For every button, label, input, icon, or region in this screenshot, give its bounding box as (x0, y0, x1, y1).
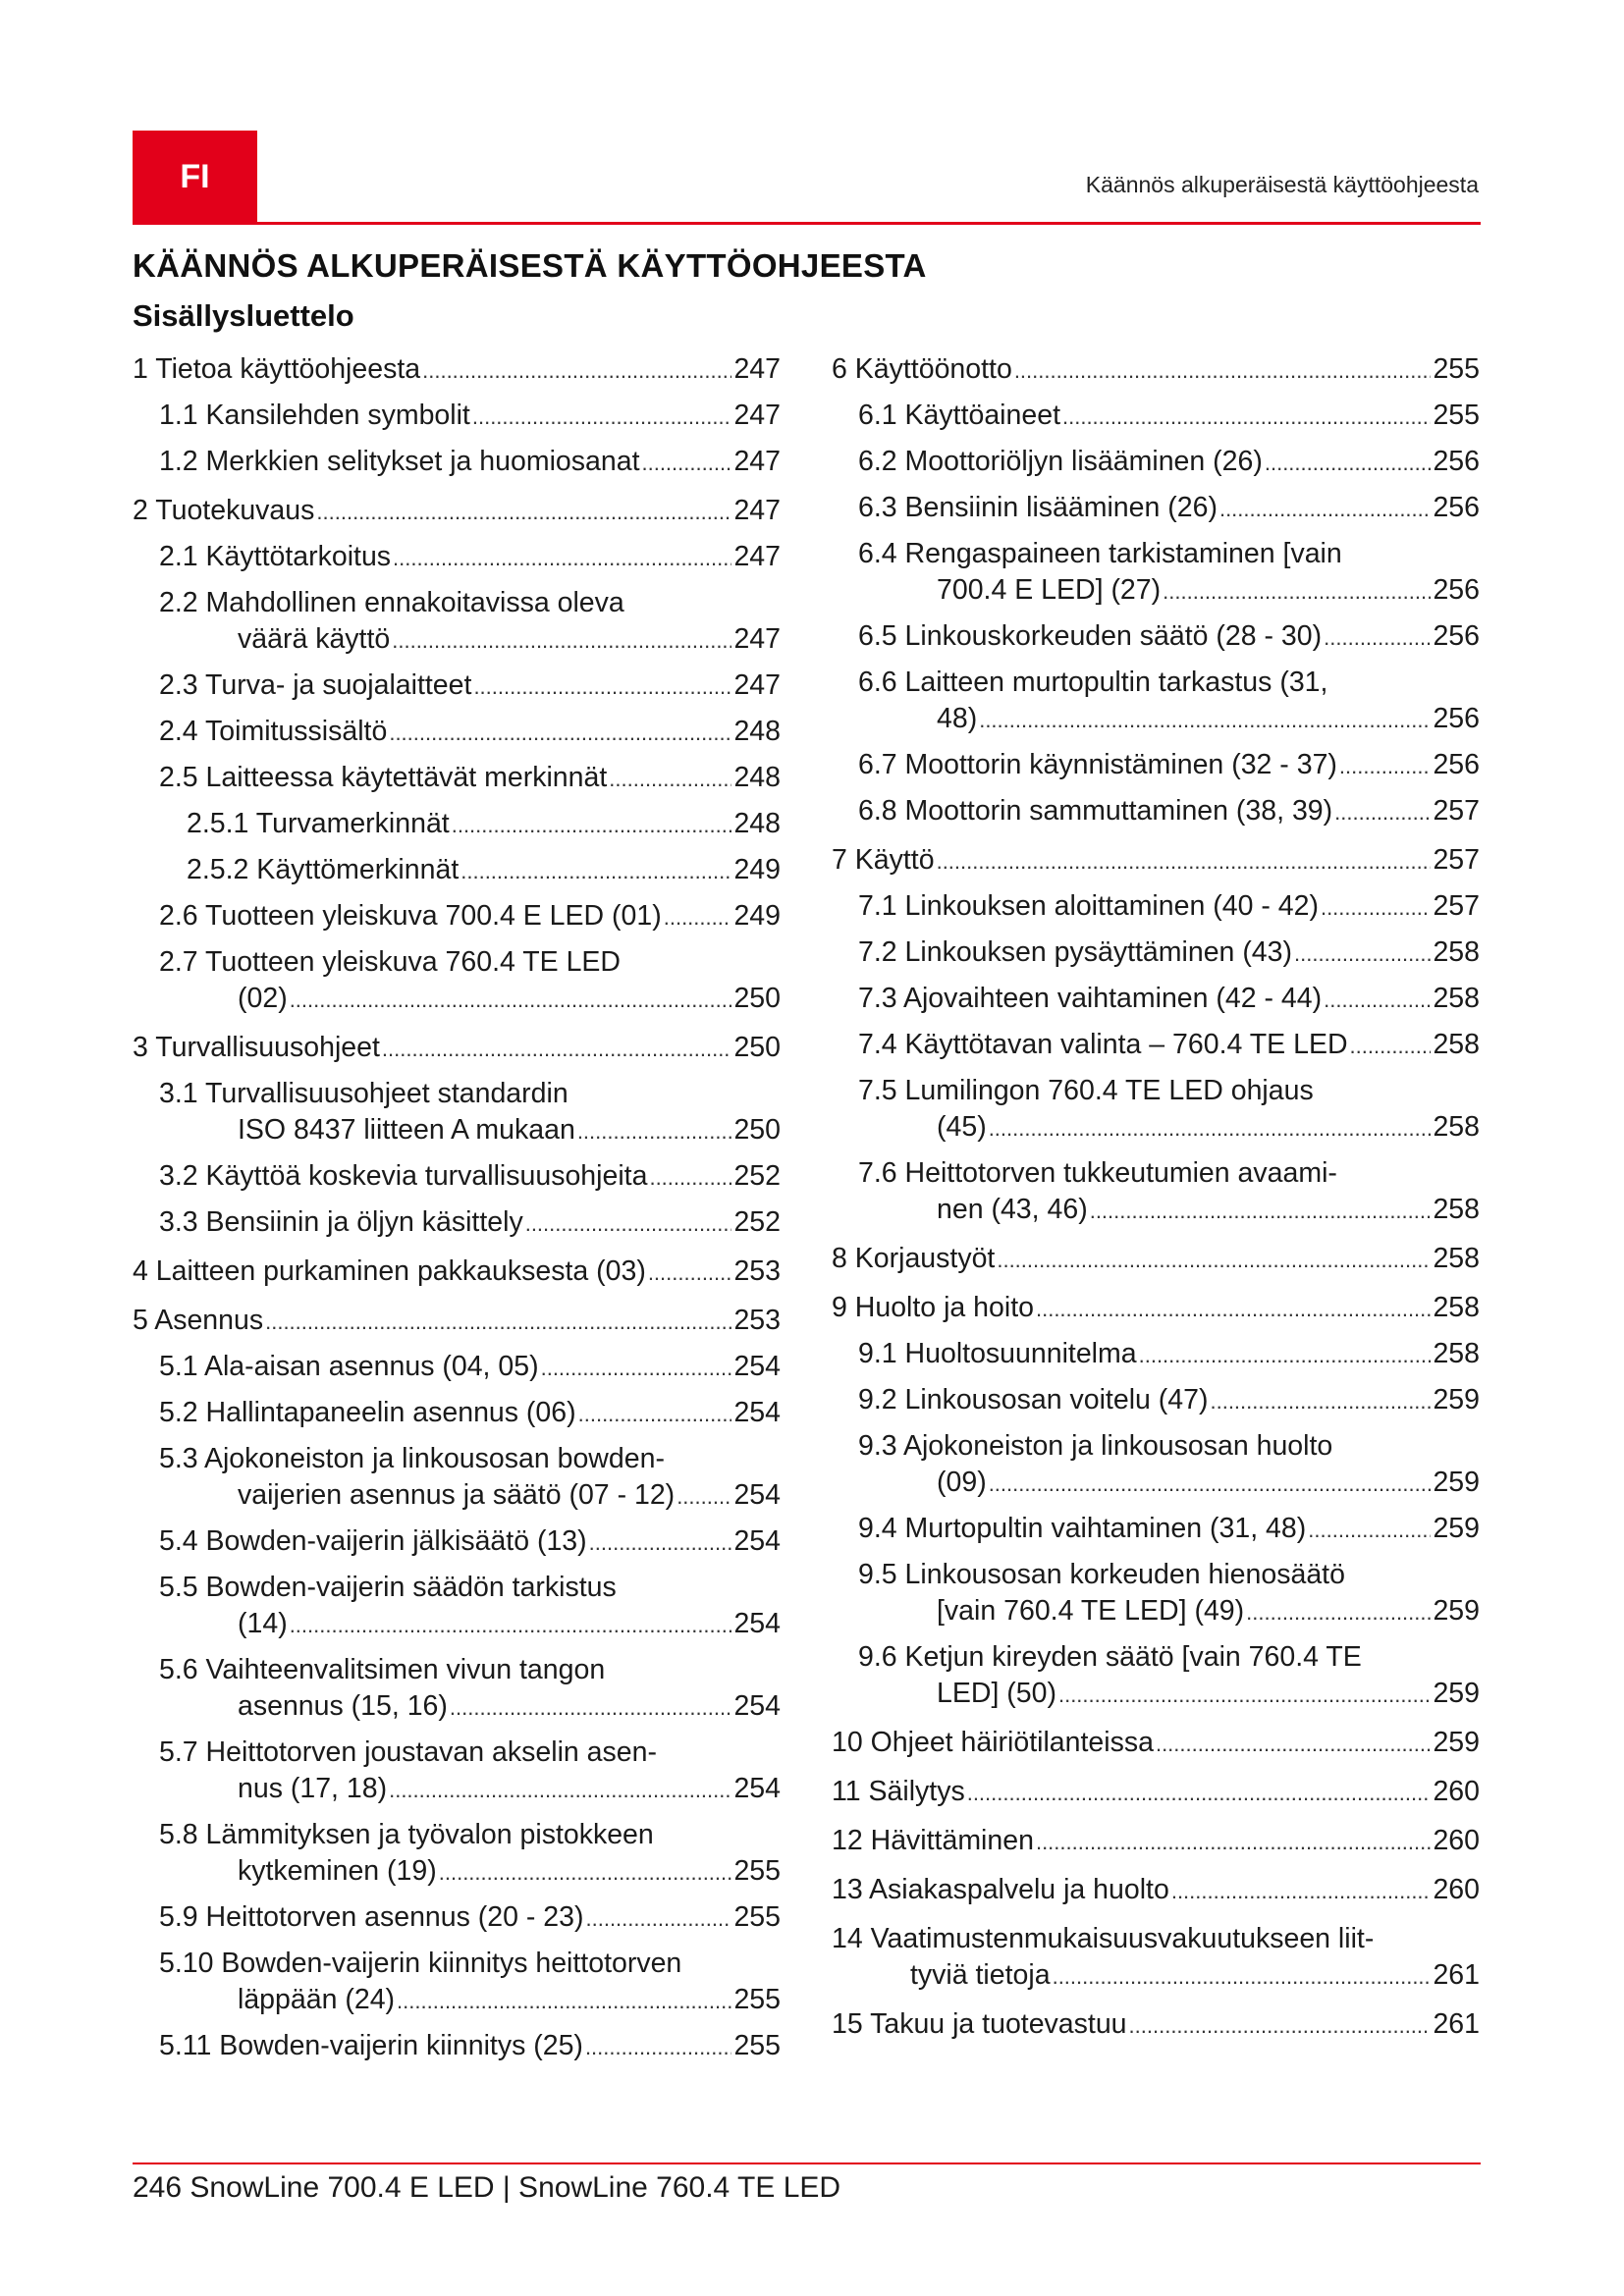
toc-page-number: 257 (1433, 795, 1480, 827)
toc-page-number: 258 (1433, 936, 1480, 968)
toc-page-number: 255 (733, 1901, 781, 1933)
toc-entry[interactable] (133, 944, 781, 1018)
toc-page-number: 247 (733, 541, 781, 572)
toc-entry-title: 48) (937, 703, 978, 734)
toc-leader-dots (1090, 1193, 1432, 1229)
toc-entry[interactable] (133, 1030, 781, 1067)
toc-entry-title: 9.1 Huoltosuunnitelma (858, 1338, 1137, 1369)
toc-page-number: 247 (733, 495, 781, 526)
toc-entry-title: 5.6 Vaihteenvalitsimen vivun tangon (159, 1654, 606, 1685)
toc-entry-title: 6.7 Moottorin käynnistäminen (32 - 37) (858, 749, 1337, 780)
toc-entry-title: 6.6 Laitteen murtopultin tarkastus (31, (858, 667, 1328, 698)
toc-leader-dots (392, 622, 731, 659)
toc-entry-title: 5 Asennus (133, 1305, 264, 1336)
toc-list-right (832, 351, 1480, 2044)
toc-entry-title: 1.1 Kansilehden symbolit (159, 400, 470, 431)
toc-entry[interactable] (832, 1511, 1480, 1548)
toc-entry-title: 14 Vaatimustenmukaisuusvakuutukseen liit- (832, 1923, 1375, 1954)
toc-entry[interactable] (133, 806, 781, 843)
toc-leader-dots (989, 1466, 1432, 1502)
toc-entry-title: 9.3 Ajokoneiston ja linkousosan huolto (858, 1430, 1333, 1462)
toc-leader-dots (1308, 1512, 1431, 1548)
toc-leader-dots (389, 715, 731, 751)
toc-entry[interactable] (832, 1557, 1480, 1630)
toc-page-number: 249 (733, 900, 781, 932)
toc-entry[interactable] (832, 934, 1480, 972)
toc-leader-dots (1171, 1873, 1432, 1909)
toc-page-number: 257 (1433, 890, 1480, 922)
toc-entry[interactable] (133, 398, 781, 435)
toc-page-number: 253 (733, 1305, 781, 1336)
toc-entry-title: 3.2 Käyttöä koskevia turvallisuusohjeita (159, 1160, 648, 1192)
toc-page-number: 259 (1433, 1595, 1480, 1627)
toc-entry-title: 4 Laitteen purkaminen pakkauksesta (03) (133, 1255, 646, 1287)
toc-entry-title: 2.7 Tuotteen yleiskuva 760.4 TE LED (159, 946, 622, 978)
toc-entry-title: 3 Turvallisuusohjeet (133, 1032, 380, 1063)
toc-leader-dots (578, 1396, 732, 1432)
toc-entry[interactable] (133, 585, 781, 659)
toc-page-number: 261 (1433, 2008, 1480, 2040)
toc-page-number: 254 (733, 1397, 781, 1428)
toc-entry[interactable] (133, 1158, 781, 1196)
toc-entry-title: 7.3 Ajovaihteen vaihtaminen (42 - 44) (858, 983, 1323, 1014)
toc-entry-title: 5.4 Bowden-vaijerin jälkisäätö (13) (159, 1525, 587, 1557)
toc-entry-title: 6.2 Moottoriöljyn lisääminen (26) (858, 446, 1263, 477)
toc-entry-title: 9.5 Linkousosan korkeuden hienosäätö (858, 1559, 1345, 1590)
toc-entry-title: (14) (238, 1608, 288, 1639)
toc-entry-title: 2.3 Turva- ja suojalaitteet (159, 669, 472, 701)
toc-leader-dots (1163, 573, 1431, 610)
toc-entry[interactable] (832, 398, 1480, 435)
toc-page-number: 254 (733, 1608, 781, 1639)
toc-leader-dots (997, 1242, 1431, 1278)
toc-entry[interactable] (832, 1872, 1480, 1909)
toc-entry[interactable] (133, 2028, 781, 2065)
toc-entry-title: 5.9 Heittotorven asennus (20 - 23) (159, 1901, 584, 1933)
toc-leader-dots (1036, 1291, 1431, 1327)
toc-page-number: 255 (1433, 400, 1480, 431)
toc-entry[interactable] (832, 618, 1480, 656)
toc-entry-title: 13 Asiakaspalvelu ja huolto (832, 1874, 1169, 1905)
toc-entry[interactable] (133, 760, 781, 797)
language-badge: FI (133, 131, 257, 224)
toc-entry[interactable] (133, 1817, 781, 1891)
toc-entry[interactable] (832, 1241, 1480, 1278)
toc-page-number: 254 (733, 1351, 781, 1382)
toc-entry-title: (02) (238, 983, 288, 1014)
toc-leader-dots (1321, 889, 1431, 926)
toc-page-number: 256 (1433, 703, 1480, 734)
toc-entry[interactable] (832, 1774, 1480, 1811)
toc-entry-title: 5.10 Bowden-vaijerin kiinnitys heittotorven (159, 1948, 682, 1979)
toc-page-number: 256 (1433, 620, 1480, 652)
toc-leader-dots (989, 1110, 1432, 1147)
toc-entry-title: tyviä tietoja (910, 1959, 1051, 1991)
toc-entry-title: 6.4 Rengaspaineen tarkistaminen [vain (858, 538, 1342, 569)
toc-page-number: 258 (1433, 1338, 1480, 1369)
toc-entry-title: 9.4 Murtopultin vaihtaminen (31, 48) (858, 1513, 1307, 1544)
toc-right-column (832, 351, 1480, 2044)
toc-leader-dots (586, 1900, 732, 1937)
toc-entry[interactable] (133, 1735, 781, 1808)
document-title: KÄÄNNÖS ALKUPERÄISESTÄ KÄYTTÖOHJEESTA (133, 247, 927, 284)
toc-entry-title: 9 Huolto ja hoito (832, 1292, 1034, 1323)
toc-entry[interactable] (133, 1652, 781, 1726)
toc-page-number: 247 (733, 353, 781, 385)
toc-page-number: 252 (733, 1206, 781, 1238)
toc-leader-dots (1339, 748, 1432, 784)
toc-entry[interactable] (832, 444, 1480, 481)
toc-entry-title: (45) (937, 1111, 987, 1143)
toc-page-number: 257 (1433, 844, 1480, 876)
toc-entry-title: 10 Ohjeet häiriötilanteissa (832, 1727, 1154, 1758)
toc-entry[interactable] (832, 2006, 1480, 2044)
toc-entry-title: 6.1 Käyttöaineet (858, 400, 1060, 431)
toc-leader-dots (450, 1689, 732, 1726)
toc-entry[interactable] (832, 1639, 1480, 1713)
toc-leader-dots (1210, 1383, 1431, 1419)
toc-page-number: 248 (733, 762, 781, 793)
toc-entry[interactable] (832, 490, 1480, 527)
toc-leader-dots (389, 1772, 731, 1808)
toc-leader-dots (1350, 1028, 1432, 1064)
toc-page-number: 258 (1433, 1292, 1480, 1323)
toc-leader-dots (1265, 445, 1432, 481)
toc-leader-dots (1058, 1677, 1431, 1713)
toc-page-number: 247 (733, 446, 781, 477)
toc-page-number: 260 (1433, 1776, 1480, 1807)
toc-page-number: 248 (733, 716, 781, 747)
toc-entry-title: 2.1 Käyttötarkoitus (159, 541, 392, 572)
toc-leader-dots (1014, 352, 1432, 389)
toc-leader-dots (473, 668, 731, 705)
toc-entry-title: 12 Hävittäminen (832, 1825, 1034, 1856)
toc-leader-dots (1324, 619, 1431, 656)
toc-entry[interactable] (832, 888, 1480, 926)
toc-entry-title: 5.7 Heittotorven joustavan akselin asen- (159, 1736, 657, 1768)
toc-leader-dots (1053, 1958, 1432, 1995)
toc-page-number: 258 (1433, 1111, 1480, 1143)
toc-leader-dots (1219, 491, 1431, 527)
toc-page-number: 258 (1433, 1029, 1480, 1060)
toc-entry-title: 2.5.1 Turvamerkinnät (187, 808, 450, 839)
toc-entry[interactable] (832, 1921, 1480, 1995)
page-footer: 246 SnowLine 700.4 E LED | SnowLine 760.4 TE LED (133, 2171, 841, 2204)
toc-leader-dots (1129, 2007, 1432, 2044)
toc-entry-title: kytkeminen (19) (238, 1855, 437, 1887)
toc-entry[interactable] (133, 1441, 781, 1515)
toc-entry[interactable] (832, 793, 1480, 830)
toc-entry[interactable] (832, 1336, 1480, 1373)
toc-page-number: 254 (733, 1773, 781, 1804)
toc-leader-dots (641, 445, 731, 481)
toc-leader-dots (393, 540, 731, 576)
toc-entry-title: 7.2 Linkouksen pysäyttäminen (43) (858, 936, 1293, 968)
toc-entry[interactable] (832, 842, 1480, 880)
toc-page-number: 256 (1433, 749, 1480, 780)
toc-entry[interactable] (133, 1946, 781, 2019)
toc-page-number: 255 (733, 2030, 781, 2061)
toc-entry[interactable] (133, 493, 781, 530)
toc-left-column (133, 351, 781, 2065)
toc-page-number: 258 (1433, 983, 1480, 1014)
toc-entry-title: 5.3 Ajokoneiston ja linkousosan bowden- (159, 1443, 665, 1474)
toc-entry[interactable] (832, 1823, 1480, 1860)
toc-entry-title: 8 Korjaustyöt (832, 1243, 996, 1274)
toc-entry-title: 2.2 Mahdollinen ennakoitavissa oleva (159, 587, 624, 618)
toc-leader-dots (937, 843, 1432, 880)
toc-entry[interactable] (133, 1204, 781, 1242)
toc-entry-title: 6.3 Bensiinin lisääminen (26) (858, 492, 1218, 523)
toc-entry-title: 2.5.2 Käyttömerkinnät (187, 854, 460, 885)
toc-entry[interactable] (133, 1303, 781, 1340)
header-divider (133, 222, 1481, 225)
toc-entry[interactable] (832, 665, 1480, 738)
toc-page-number: 258 (1433, 1194, 1480, 1225)
toc-page-number: 254 (733, 1479, 781, 1511)
toc-entry[interactable] (133, 539, 781, 576)
toc-page-number: 247 (733, 400, 781, 431)
toc-entry[interactable] (133, 1523, 781, 1561)
toc-entry[interactable] (133, 1076, 781, 1149)
toc-entry-title: 5.2 Hallintapaneelin asennus (06) (159, 1397, 576, 1428)
toc-page-number: 250 (733, 983, 781, 1014)
toc-entry-title: 1 Tietoa käyttöohjeesta (133, 353, 421, 385)
toc-entry-title: 3.1 Turvallisuusohjeet standardin (159, 1078, 568, 1109)
toc-entry-title: 6.8 Moottorin sammuttaminen (38, 39) (858, 795, 1333, 827)
toc-entry-title: 7 Käyttö (832, 844, 935, 876)
toc-page-number: 259 (1433, 1513, 1480, 1544)
toc-entry[interactable] (832, 351, 1480, 389)
toc-page-number: 260 (1433, 1825, 1480, 1856)
toc-leader-dots (577, 1113, 732, 1149)
toc-leader-dots (1156, 1726, 1431, 1762)
toc-leader-dots (1036, 1824, 1431, 1860)
toc-entry-title: 5.11 Bowden-vaijerin kiinnitys (25) (159, 2030, 583, 2061)
toc-page-number: 249 (733, 854, 781, 885)
toc-entry-title: 5.5 Bowden-vaijerin säädön tarkistus (159, 1572, 617, 1603)
toc-leader-dots (541, 1350, 732, 1386)
toc-page-number: 254 (733, 1690, 781, 1722)
toc-leader-dots (677, 1478, 731, 1515)
toc-entry-title: 5.1 Ala-aisan asennus (04, 05) (159, 1351, 539, 1382)
toc-entry-title: 9.2 Linkousosan voitelu (47) (858, 1384, 1209, 1415)
toc-entry-title: (09) (937, 1467, 987, 1498)
toc-entry-title: 6.5 Linkouskorkeuden säätö (28 - 30) (858, 620, 1323, 652)
toc-page-number: 255 (1433, 353, 1480, 385)
toc-page-number: 258 (1433, 1243, 1480, 1274)
toc-entry-title: nen (43, 46) (937, 1194, 1088, 1225)
toc-page-number: 259 (1433, 1727, 1480, 1758)
toc-leader-dots (1294, 935, 1431, 972)
toc-entry-title: 2.6 Tuotteen yleiskuva 700.4 E LED (01) (159, 900, 662, 932)
toc-leader-dots (290, 1607, 732, 1643)
toc-leader-dots (967, 1775, 1432, 1811)
toc-entry-title: 2.5 Laitteessa käytettävät merkinnät (159, 762, 608, 793)
toc-entry[interactable] (133, 667, 781, 705)
toc-heading: Sisällysluettelo (133, 298, 354, 333)
toc-page-number: 261 (1433, 1959, 1480, 1991)
toc-entry-title: 700.4 E LED] (27) (937, 574, 1162, 606)
toc-entry-title: 7.4 Käyttötavan valinta – 760.4 TE LED (858, 1029, 1348, 1060)
toc-leader-dots (422, 352, 731, 389)
toc-entry[interactable] (832, 1428, 1480, 1502)
toc-leader-dots (452, 807, 732, 843)
toc-entry[interactable] (832, 747, 1480, 784)
toc-page-number: 250 (733, 1032, 781, 1063)
toc-entry[interactable] (133, 898, 781, 935)
toc-entry[interactable] (832, 1027, 1480, 1064)
toc-entry[interactable] (133, 1899, 781, 1937)
toc-leader-dots (316, 494, 731, 530)
toc-leader-dots (979, 702, 1431, 738)
toc-leader-dots (460, 853, 731, 889)
toc-page-number: 255 (733, 1984, 781, 2015)
toc-entry-title: läppään (24) (238, 1984, 396, 2015)
toc-page-number: 260 (1433, 1874, 1480, 1905)
toc-leader-dots (525, 1205, 732, 1242)
toc-leader-dots (1246, 1594, 1431, 1630)
toc-list-left (133, 351, 781, 2065)
toc-leader-dots (589, 1524, 732, 1561)
toc-page-number: 247 (733, 669, 781, 701)
toc-entry-title: 5.8 Lämmityksen ja työvalon pistokkeen (159, 1819, 654, 1850)
toc-page-number: 256 (1433, 492, 1480, 523)
toc-page-number: 256 (1433, 574, 1480, 606)
toc-leader-dots (397, 1983, 731, 2019)
toc-entry-title: 2.4 Toimitussisältö (159, 716, 388, 747)
toc-entry-title: vaijerien asennus ja säätö (07 - 12) (238, 1479, 676, 1511)
toc-leader-dots (664, 899, 732, 935)
toc-entry-title: nus (17, 18) (238, 1773, 388, 1804)
footer-divider (133, 2163, 1481, 2164)
toc-leader-dots (649, 1159, 731, 1196)
toc-entry[interactable] (832, 1290, 1480, 1327)
toc-entry[interactable] (832, 1073, 1480, 1147)
toc-leader-dots (472, 399, 732, 435)
toc-leader-dots (609, 761, 731, 797)
toc-page-number: 259 (1433, 1678, 1480, 1709)
toc-page-number: 259 (1433, 1467, 1480, 1498)
toc-entry-title: väärä käyttö (238, 623, 391, 655)
toc-entry[interactable] (133, 714, 781, 751)
toc-entry-title: 6 Käyttöönotto (832, 353, 1012, 385)
toc-leader-dots (290, 982, 732, 1018)
running-header-title: Käännös alkuperäisestä käyttöohjeesta (1085, 172, 1479, 197)
toc-entry[interactable] (832, 981, 1480, 1018)
toc-leader-dots (1062, 399, 1431, 435)
toc-entry-title: 7.5 Lumilingon 760.4 TE LED ohjaus (858, 1075, 1314, 1106)
toc-leader-dots (1334, 794, 1431, 830)
toc-entry-title: ISO 8437 liitteen A mukaan (238, 1114, 575, 1146)
toc-page-number: 247 (733, 623, 781, 655)
toc-entry[interactable] (832, 1155, 1480, 1229)
toc-entry[interactable] (133, 1349, 781, 1386)
toc-entry-title: LED] (50) (937, 1678, 1056, 1709)
toc-entry[interactable] (133, 1254, 781, 1291)
toc-page-number: 253 (733, 1255, 781, 1287)
toc-entry[interactable] (832, 1382, 1480, 1419)
toc-entry-title: 3.3 Bensiinin ja öljyn käsittely (159, 1206, 523, 1238)
toc-entry[interactable] (133, 1570, 781, 1643)
toc-page-number: 256 (1433, 446, 1480, 477)
toc-entry[interactable] (832, 1725, 1480, 1762)
toc-leader-dots (439, 1854, 732, 1891)
toc-leader-dots (382, 1031, 732, 1067)
toc-entry-title: 2 Tuotekuvaus (133, 495, 315, 526)
toc-page-number: 254 (733, 1525, 781, 1557)
toc-entry-title: 9.6 Ketjun kireyden säätö [vain 760.4 TE (858, 1641, 1362, 1673)
toc-entry-title: 7.6 Heittotorven tukkeutumien avaami- (858, 1157, 1337, 1189)
toc-leader-dots (648, 1255, 732, 1291)
toc-entry[interactable] (133, 852, 781, 889)
toc-leader-dots (265, 1304, 731, 1340)
toc-entry[interactable] (133, 351, 781, 389)
toc-page-number: 259 (1433, 1384, 1480, 1415)
toc-entry[interactable] (133, 444, 781, 481)
toc-page-number: 255 (733, 1855, 781, 1887)
toc-leader-dots (585, 2029, 732, 2065)
toc-entry-title: [vain 760.4 TE LED] (49) (937, 1595, 1245, 1627)
toc-page-number: 252 (733, 1160, 781, 1192)
toc-entry-title: 15 Takuu ja tuotevastuu (832, 2008, 1127, 2040)
toc-entry-title: 7.1 Linkouksen aloittaminen (40 - 42) (858, 890, 1319, 922)
toc-page-number: 248 (733, 808, 781, 839)
toc-entry-title: asennus (15, 16) (238, 1690, 448, 1722)
toc-entry-title: 11 Säilytys (832, 1776, 965, 1807)
toc-entry-title: 1.2 Merkkien selitykset ja huomiosanat (159, 446, 640, 477)
toc-leader-dots (1324, 982, 1431, 1018)
toc-entry[interactable] (832, 536, 1480, 610)
toc-entry[interactable] (133, 1395, 781, 1432)
toc-page-number: 250 (733, 1114, 781, 1146)
toc-leader-dots (1139, 1337, 1432, 1373)
